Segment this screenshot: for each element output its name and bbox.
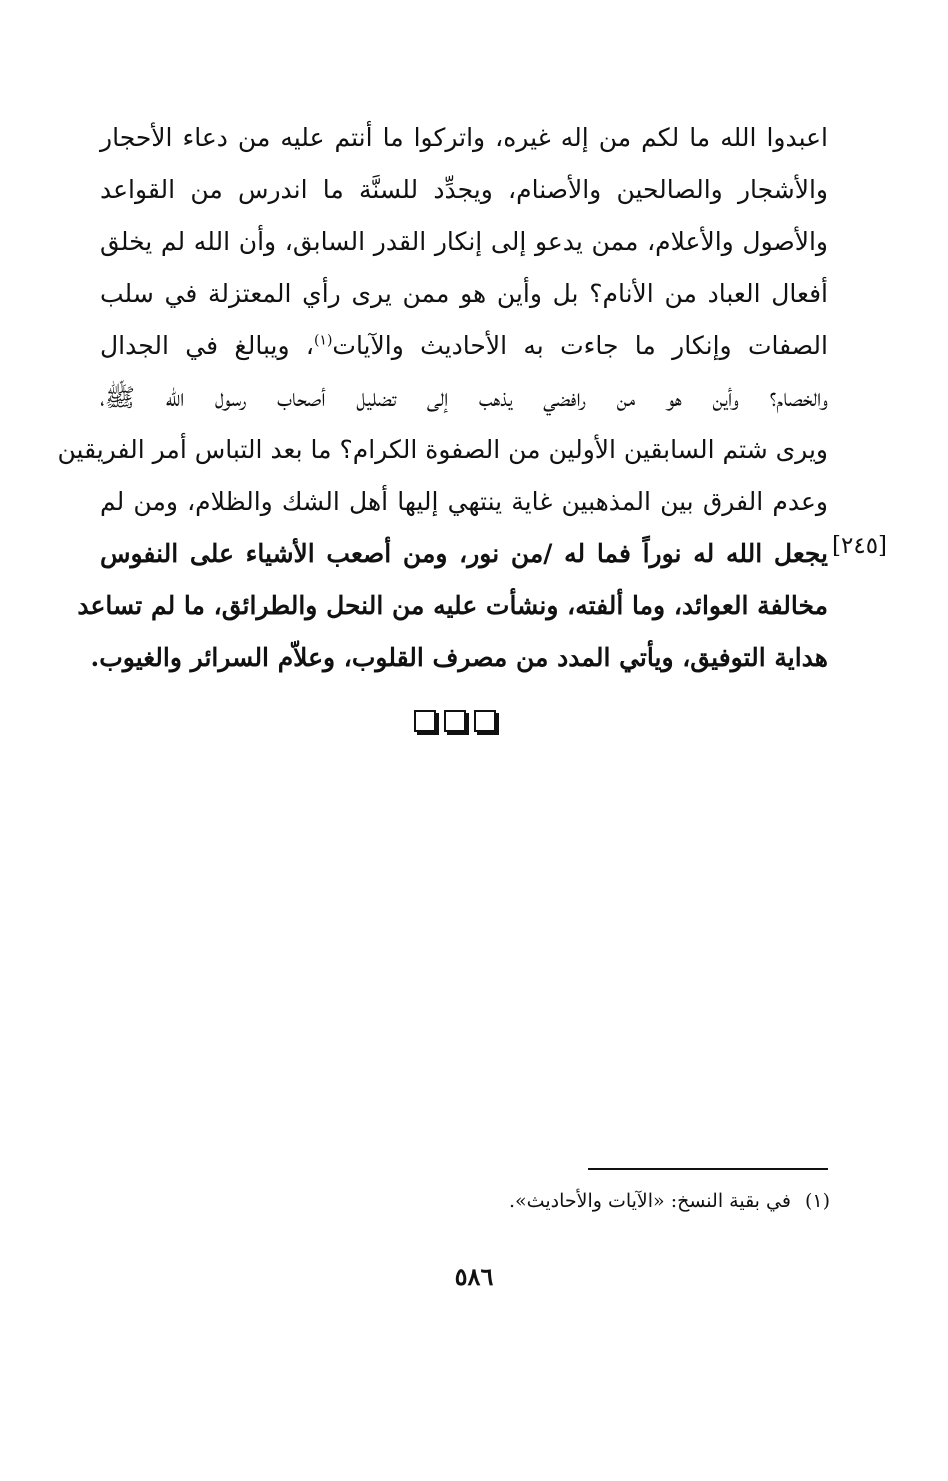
manuscript-page-marker: [٢٤٥]: [832, 533, 888, 559]
section-separator: [414, 710, 496, 732]
text-line-5: [100, 320, 828, 372]
text-line-3: والأصول والأعلام، ممن يدعو إلى إنكار القدر السابق، وأن الله لم يخلق: [100, 227, 828, 256]
text-line-10: مخالفة العوائد، وما ألفته، ونشأت عليه من النحل والطرائق، ما لم تساعد: [77, 591, 828, 620]
text-line-2: والأشجار والصالحين والأصنام، ويجدِّد للسنَّة ما اندرس من القواعد: [100, 175, 828, 204]
footnote-number: (١): [804, 1190, 830, 1212]
square-ornament-icon: [474, 710, 496, 732]
footnote-text: في بقية النسخ: «الآيات والأحاديث».: [509, 1190, 791, 1212]
page-number: ٥٨٦: [454, 1262, 494, 1291]
text-line-5-start: الصفات وإنكار ما جاءت به الأحاديث والآيات: [332, 331, 828, 360]
text-line-6: والخصام؟ وأين هو من رافضي يذهب إلى تضليل أصحاب رسول الله ﷺ،: [100, 383, 828, 412]
text-line-9: يجعل الله له نوراً فما له /من نور، ومن أصعب الأشياء على النفوس: [100, 539, 828, 568]
square-ornament-icon: [414, 710, 436, 732]
square-ornament-icon: [444, 710, 466, 732]
main-text-block: [57, 112, 828, 684]
footnote-reference: (١): [313, 332, 333, 349]
text-line-8: وعدم الفرق بين المذهبين غاية ينتهي إليها أهل الشك والظلام، ومن لم: [100, 487, 828, 516]
text-line-7: ويرى شتم السابقين الأولين من الصفوة الكرام؟ ما بعد التباس أمر الفريقين: [57, 435, 828, 464]
text-line-4: أفعال العباد من الأنام؟ بل وأين هو ممن يرى رأي المعتزلة في سلب: [100, 279, 828, 308]
footnote: [509, 1186, 830, 1216]
text-line-1: اعبدوا الله ما لكم من إله غيره، واتركوا ما أنتم عليه من دعاء الأحجار: [100, 123, 828, 152]
text-line-5-end: ، ويبالغ في الجدال: [100, 331, 314, 360]
footnote-divider: [588, 1168, 828, 1170]
text-line-11: هداية التوفيق، ويأتي المدد من مصرف القلوب، وعلاّم السرائر والغيوب.: [90, 643, 828, 672]
